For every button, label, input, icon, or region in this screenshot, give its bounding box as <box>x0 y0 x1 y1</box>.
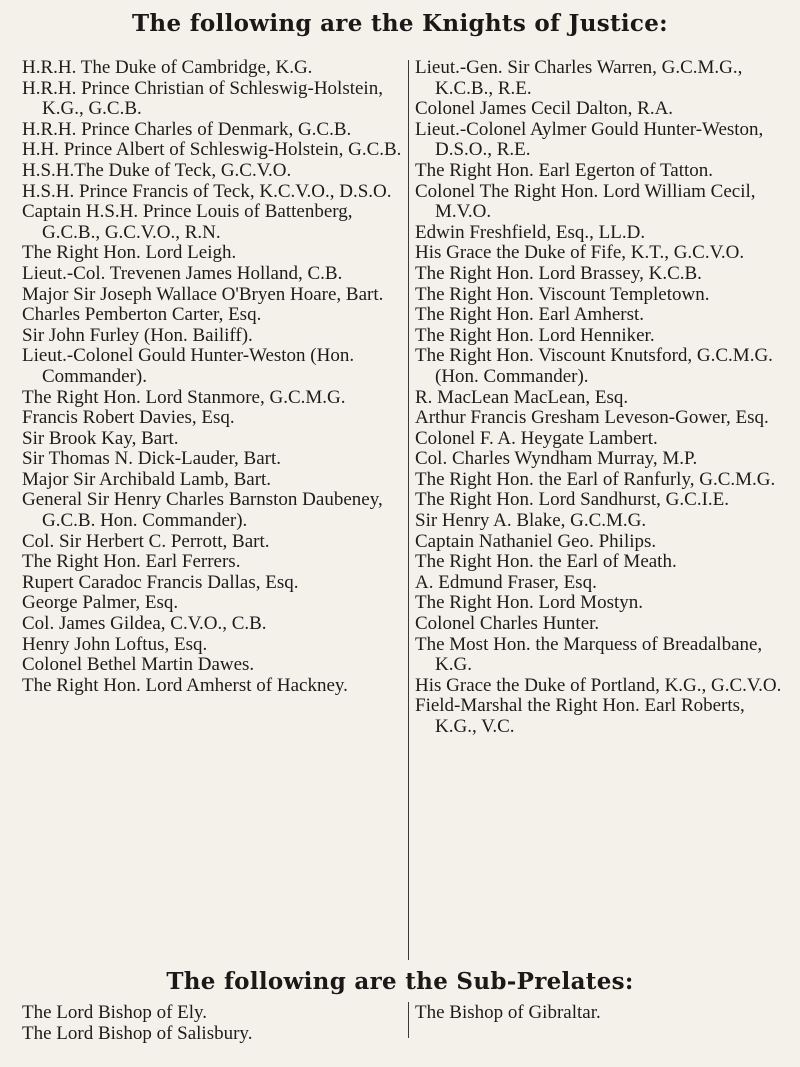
list-item: Colonel James Cecil Dalton, R.A. <box>415 98 674 120</box>
list-item: H.S.H.The Duke of Teck, G.C.V.O. <box>22 159 292 181</box>
list-item: Lieut.-Colonel Gould Hunter-Weston (Hon. Commander). <box>22 345 355 387</box>
knights-right-column <box>415 58 785 738</box>
prelates-left-column <box>22 1003 404 1044</box>
list-item: Sir John Furley (Hon. Bailiff). <box>22 324 253 346</box>
list-item: Lieut.-Col. Trevenen James Holland, C.B. <box>22 262 343 284</box>
list-item: Colonel Bethel Martin Dawes. <box>22 654 255 676</box>
list-item: General Sir Henry Charles Barnston Daubeney, G.C.B. Hon. Commander). <box>22 489 383 532</box>
list-item: Henry John Loftus, Esq. <box>22 633 208 655</box>
list-item: The Bishop of Gibraltar. <box>415 1002 601 1023</box>
list-item: His Grace the Duke of Portland, K.G., G.C.V.O. <box>415 674 782 696</box>
list-item: The Right Hon. the Earl of Ranfurly, G.C.M.G. <box>415 468 776 490</box>
list-item: R. MacLean MacLean, Esq. <box>415 386 629 408</box>
list-item: The Most Hon. the Marquess of Breadalbane, K.G. <box>415 633 763 676</box>
list-item: Captain H.S.H. Prince Louis of Battenberg, G.C.B., G.C.V.O., R.N. <box>22 201 353 243</box>
prelates-right-column <box>415 1003 785 1024</box>
list-item: His Grace the Duke of Fife, K.T., G.C.V.O. <box>415 242 745 264</box>
list-item: Lieut.-Colonel Aylmer Gould Hunter-Weston, D.S.O., R.E. <box>415 118 764 161</box>
list-item: The Right Hon. Viscount Knutsford, G.C.M.G. (Hon. Commander). <box>415 345 773 387</box>
list-item: A. Edmund Fraser, Esq. <box>415 571 597 593</box>
list-item: Lieut.-Gen. Sir Charles Warren, G.C.M.G., K.C.B., R.E. <box>415 57 743 99</box>
list-item: H.H. Prince Albert of Schleswig-Holstein, G.C.B. <box>22 139 402 161</box>
list-item: The Lord Bishop of Salisbury. <box>22 1022 253 1044</box>
list-item: Major Sir Archibald Lamb, Bart. <box>22 468 272 490</box>
knights-heading: The following are the Knights of Justice: <box>132 10 668 37</box>
list-item: Major Sir Joseph Wallace O'Bryen Hoare, Bart. <box>22 283 384 305</box>
list-item: Col. Charles Wyndham Murray, M.P. <box>415 448 698 470</box>
list-item: Captain Nathaniel Geo. Philips. <box>415 530 657 552</box>
list-item: The Right Hon. Lord Brassey, K.C.B. <box>415 262 702 284</box>
list-item: The Right Hon. Lord Stanmore, G.C.M.G. <box>22 386 346 408</box>
list-item: Sir Thomas N. Dick-Lauder, Bart. <box>22 448 282 470</box>
list-item: The Right Hon. Earl Egerton of Tatton. <box>415 159 714 181</box>
list-item: George Palmer, Esq. <box>22 592 179 614</box>
list-item: H.S.H. Prince Francis of Teck, K.C.V.O., D.S.O. <box>22 180 392 202</box>
list-item: The Right Hon. the Earl of Meath. <box>415 551 677 573</box>
knights-left-column <box>22 58 404 696</box>
list-item: The Right Hon. Earl Amherst. <box>415 304 645 326</box>
list-item: Sir Henry A. Blake, G.C.M.G. <box>415 510 647 532</box>
list-item: The Right Hon. Lord Sandhurst, G.C.I.E. <box>415 489 730 511</box>
list-item: Francis Robert Davies, Esq. <box>22 407 235 429</box>
prelates-heading: The following are the Sub-Prelates: <box>166 968 634 995</box>
list-item: The Right Hon. Earl Ferrers. <box>22 551 241 573</box>
list-item: Colonel Charles Hunter. <box>415 613 600 635</box>
list-item: The Right Hon. Lord Henniker. <box>415 324 655 346</box>
list-item: The Right Hon. Lord Leigh. <box>22 242 237 264</box>
list-item: Col. Sir Herbert C. Perrott, Bart. <box>22 530 270 552</box>
list-item: Edwin Freshfield, Esq., LL.D. <box>415 221 646 243</box>
list-item: H.R.H. The Duke of Cambridge, K.G. <box>22 57 313 78</box>
list-item: The Right Hon. Viscount Templetown. <box>415 283 710 305</box>
list-item: Field-Marshal the Right Hon. Earl Roberts, K.G., V.C. <box>415 695 745 737</box>
list-item: H.R.H. Prince Christian of Schleswig-Holstein, K.G., G.C.B. <box>22 77 383 120</box>
list-item: Sir Brook Kay, Bart. <box>22 427 179 449</box>
list-item: The Right Hon. Lord Amherst of Hackney. <box>22 674 348 696</box>
list-item: The Lord Bishop of Ely. <box>22 1002 208 1023</box>
list-item: The Right Hon. Lord Mostyn. <box>415 592 643 614</box>
list-item: H.R.H. Prince Charles of Denmark, G.C.B. <box>22 118 352 140</box>
column-divider <box>408 60 409 960</box>
column-divider <box>408 1002 409 1038</box>
list-item: Charles Pemberton Carter, Esq. <box>22 304 262 326</box>
list-item: Col. James Gildea, C.V.O., C.B. <box>22 613 267 635</box>
list-item: Rupert Caradoc Francis Dallas, Esq. <box>22 571 299 593</box>
list-item: Colonel F. A. Heygate Lambert. <box>415 427 658 449</box>
list-item: Arthur Francis Gresham Leveson-Gower, Esq. <box>415 407 769 429</box>
list-item: Colonel The Right Hon. Lord William Cecil, M.V.O. <box>415 180 756 223</box>
